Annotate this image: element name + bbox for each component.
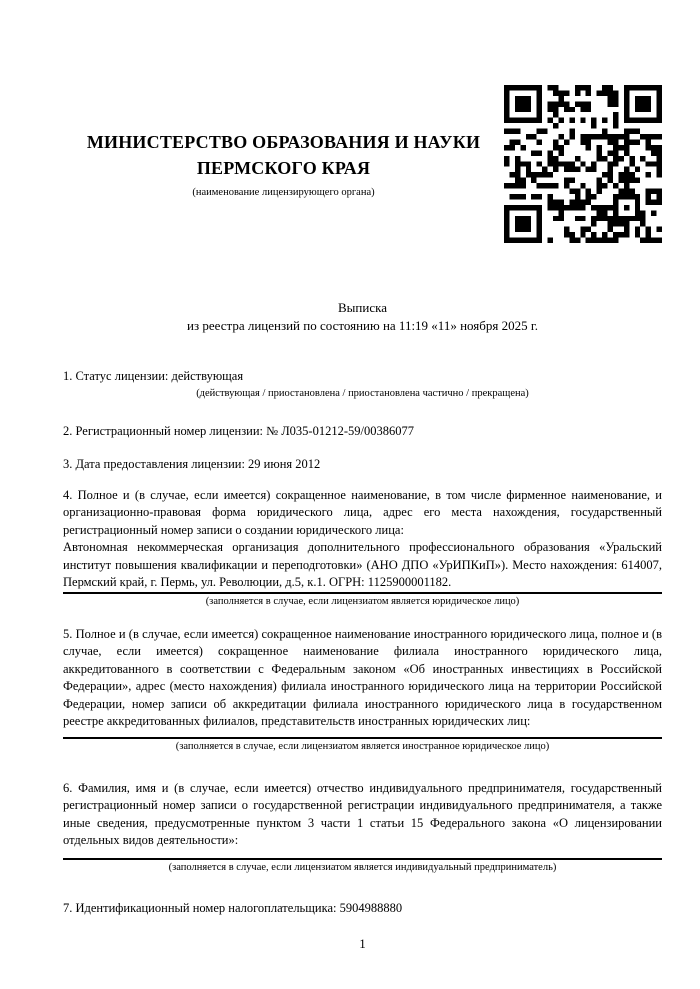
- document-header: [63, 85, 662, 243]
- document-title-line1: Выписка: [338, 300, 387, 315]
- item-6-caption: (заполняется в случае, если лицензиатом является индивидуальный предприниматель): [168, 861, 557, 873]
- item-3-grant-date: 3. Дата предоставления лицензии: 29 июня 2012: [63, 457, 321, 471]
- item-4-legal-entity-value: Автономная некоммерческая организация дополнительного профессионального образования «Уральский институт повышения квалификации и переподготовки» (АНО ДПО «УрИПКиП»). Место нахождения: 614007, Пермский край, г. Пермь, ул. Революции, д.5, к.1. ОГРН: 1125900001182.: [63, 540, 662, 589]
- item-5-foreign-entity-text: 5. Полное и (в случае, если имеется) сокращенное наименование иностранного юридического лица, полное и (в случае, если имеется) сокращенное наименование филиала иностранного юридического лица, аккредитованного в соответствии с Федеральным законом «Об иностранных инвестициях в Российской Федерации», адрес (место нахождения) филиала иностранного юридического лица на территории Российской Федерации, номер записи об аккредитации филиала иностранного юридического лица в государственном реестре аккредитованных филиалов, представительств иностранных юридических лиц:: [63, 626, 662, 728]
- item-7-taxpayer-number: 7. Идентификационный номер налогоплательщика: 5904988880: [63, 900, 403, 915]
- document-title-block: [63, 299, 662, 334]
- licensing-authority-block: [63, 129, 504, 200]
- item-1-caption: (действующая / приостановлена / приостановлена частично / прекращена): [196, 387, 529, 399]
- item-1-license-status: 1. Статус лицензии: действующая: [63, 369, 244, 383]
- item-4-caption: (заполняется в случае, если лицензиатом является юридическое лицо): [205, 595, 520, 607]
- item-2-registration-number: 2. Регистрационный номер лицензии: № Л035-01212-59/00386077: [63, 423, 414, 438]
- item-6-entrepreneur-text: 6. Фамилия, имя и (в случае, если имеется) отчество индивидуального предпринимателя, государственный регистрационный номер записи о государственной регистрации индивидуального предпринимателя, а также иные сведения, предусмотренные пунктом 3 части 1 статьи 15 Федерального закона «О лицензировании отдельных видов деятельности»:: [63, 780, 662, 847]
- item-5-caption: (заполняется в случае, если лицензиатом является иностранное юридическое лицо): [175, 740, 550, 752]
- ministry-caption: (наименование лицензирующего органа): [192, 186, 375, 198]
- ministry-name-line2: ПЕРМСКОГО КРАЯ: [196, 157, 371, 178]
- qr-code: [504, 85, 662, 243]
- item-4-legal-entity-text: 4. Полное и (в случае, если имеется) сокращенное наименование, в том числе фирменное наименование, и организационно-правовая форма юридического лица, адрес его места нахождения, государственный регистрационный номер записи о создании юридического лица:: [63, 487, 662, 537]
- document-footer: [63, 935, 662, 952]
- page-number: 1: [359, 936, 366, 951]
- ministry-name-line1: МИНИСТЕРСТВО ОБРАЗОВАНИЯ И НАУКИ: [86, 131, 481, 152]
- document-body: [63, 368, 662, 917]
- document-title-line2: из реестра лицензий по состоянию на 11:19 «11» ноября 2025 г.: [187, 317, 538, 333]
